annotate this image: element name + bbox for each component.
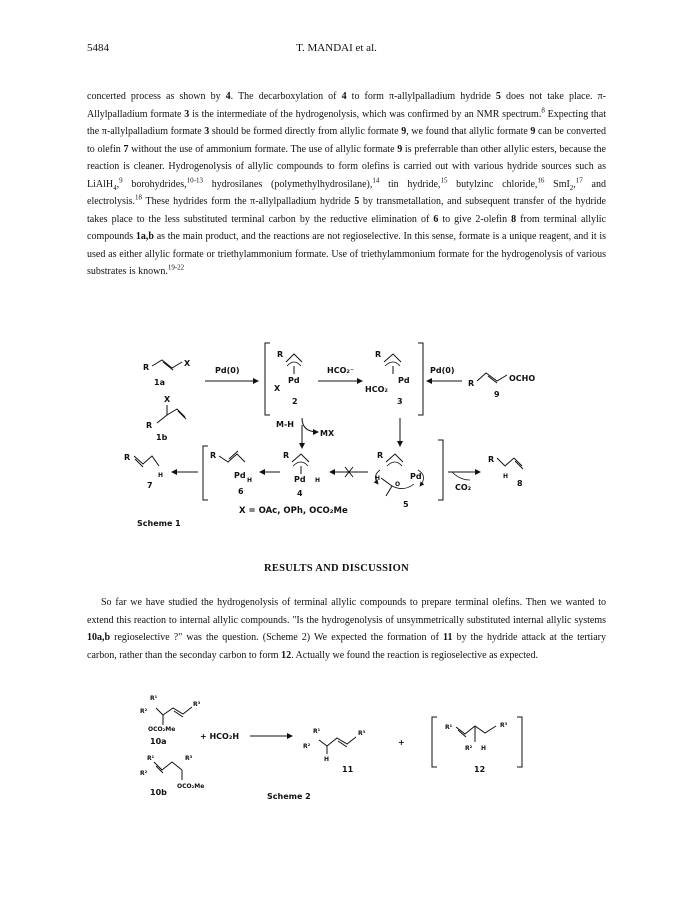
running-header-authors: T. MANDAI et al. [296, 42, 377, 54]
svg-text:OCHO: OCHO [509, 374, 536, 383]
compound-10a [140, 695, 201, 746]
product-11 [303, 728, 366, 774]
compound-1a [143, 359, 191, 387]
svg-text:Pd: Pd [288, 376, 300, 385]
svg-text:R³: R³ [500, 722, 508, 729]
results-paragraph: So far we have studied the hydrogenolysis of terminal allylic compounds to prepare terminal olefins. Then we wanted to extend this reaction to internal allylic compounds. "Is the hydrogenolysis of unsymmetrically substituted internal allylic systems 10a,b regioselective ?" was the question. (Scheme 2) We expected the formation of 11 by the hydride attack at the tertiary carbon, rather than the seconday carbon to form 12. Actually we found the reaction is regioselective as expected. [87, 597, 606, 661]
svg-text:4: 4 [297, 489, 303, 498]
svg-text:1b: 1b [156, 433, 168, 442]
svg-text:Pd: Pd [234, 471, 246, 480]
svg-text:R¹: R¹ [150, 695, 158, 702]
intermediate-2 [274, 350, 302, 406]
section-heading-results: RESULTS AND DISCUSSION [263, 563, 410, 574]
svg-text:R³: R³ [193, 701, 201, 708]
compound-9 [468, 373, 535, 399]
svg-text:H: H [315, 477, 321, 484]
intermediate-6 [210, 451, 252, 496]
compound-10b [140, 755, 204, 797]
scheme-2-caption: Scheme 2 [267, 792, 311, 801]
svg-text:10b: 10b [150, 788, 167, 797]
intermediate-5 [283, 451, 320, 498]
svg-text:+ HCO₂H: + HCO₂H [200, 732, 240, 741]
svg-text:R: R [210, 451, 217, 460]
svg-text:X: X [164, 395, 171, 404]
svg-text:R²: R² [303, 743, 311, 750]
svg-text:R: R [124, 453, 131, 462]
svg-text:H: H [158, 472, 164, 479]
svg-text:R¹: R¹ [147, 755, 155, 762]
compound-1b [146, 395, 186, 442]
svg-text:Pd: Pd [294, 475, 306, 484]
svg-text:O: O [395, 481, 401, 488]
svg-text:HCO₂⁻: HCO₂⁻ [327, 366, 355, 375]
svg-text:R¹: R¹ [313, 728, 321, 735]
svg-text:OCO₂Me: OCO₂Me [148, 726, 176, 733]
svg-text:MX: MX [320, 429, 335, 438]
svg-text:HCO₂: HCO₂ [365, 385, 388, 394]
svg-text:R²: R² [465, 745, 473, 752]
transition-state-4 [375, 451, 424, 509]
svg-text:R: R [377, 451, 384, 460]
product-12 [445, 722, 508, 774]
svg-text:R: R [143, 363, 150, 372]
svg-text:Pd(0): Pd(0) [215, 366, 240, 375]
svg-text:8: 8 [517, 479, 523, 488]
svg-text:R²: R² [140, 708, 148, 715]
svg-text:+: + [398, 738, 405, 747]
svg-text:R: R [277, 350, 284, 359]
svg-text:H: H [247, 477, 253, 484]
intermediate-3 [365, 350, 410, 406]
svg-text:H: H [481, 745, 487, 752]
svg-text:1a: 1a [154, 378, 165, 387]
intro-paragraph: concerted process as shown by 4. The decarboxylation of 4 to form π-allylpalladium hydride 5 does not take place. π-Allylpalladium formate 3 is the intermediate of the hydrogenolysis, which was confirmed by an NMR spectrum.$^8$ Expecting that the π-allylpalladium formate 3 should be formed directly from allylic formate 9, we found that allylic formate 9 can be converted to olefin 7 without the use of ammonium formate. The use of allylic formate 9 is preferrable than other allylic esters, because the reaction is cleaner. Hydrogenolysis of allylic compounds to form olefins is carried out with various hydride sources such as LiAlH$_4$,$^9$ borohydrides,$^{10-13}$ hydrosilanes (polymethylhydrosilane),$^{14}$ tin hydride,$^{15}$ butylzinc chloride,$^{16}$ SmI$_2$,$^{17}$ and electrolysis.$^{18}$ These hydrides form the π-allylpalladium hydride 5 by transmetallation, and subsequent transfer of the hydride takes place to the less substituted terminal carbon by the reductive elimination of 6 to give 2-olefin 8 from terminal allylic compounds 1a,b as the main product, and the reactions are not regioselective. In this sense, formate is a unique reagent, and it is used as either allylic formate or triethylammonium formate. Use of triethylammonium formate for the hydrogenolysis of various substrates is known.$^{19-22}$ [87, 91, 607, 277]
svg-text:7: 7 [147, 481, 153, 490]
svg-text:CO₂: CO₂ [455, 483, 472, 492]
svg-text:OCO₂Me: OCO₂Me [177, 783, 205, 790]
svg-text:11: 11 [342, 765, 354, 774]
svg-text:12: 12 [474, 765, 486, 774]
svg-text:6: 6 [238, 487, 244, 496]
svg-text:10a: 10a [150, 737, 167, 746]
svg-text:5: 5 [403, 500, 409, 509]
svg-text:X: X [184, 359, 191, 368]
svg-text:X: X [274, 384, 281, 393]
svg-text:R: R [283, 451, 290, 460]
svg-text:Pd: Pd [410, 472, 422, 481]
svg-text:Pd(0): Pd(0) [430, 366, 455, 375]
svg-text:R²: R² [140, 770, 148, 777]
svg-text:R: R [468, 379, 475, 388]
compound-7 [488, 455, 523, 488]
svg-text:R³: R³ [185, 755, 193, 762]
page-number: 5484 [87, 42, 109, 54]
svg-text:R³: R³ [358, 730, 366, 737]
compound-8 [124, 453, 163, 490]
svg-text:H: H [375, 475, 381, 482]
svg-text:9: 9 [494, 390, 500, 399]
svg-text:H: H [324, 756, 330, 763]
svg-text:Pd: Pd [398, 376, 410, 385]
svg-text:M-H: M-H [276, 420, 294, 429]
svg-text:R: R [375, 350, 382, 359]
svg-text:2: 2 [292, 397, 298, 406]
svg-text:R¹: R¹ [445, 724, 453, 731]
scheme-1-caption: Scheme 1 [137, 519, 181, 528]
svg-text:R: R [488, 455, 495, 464]
scheme-1-footnote: X = OAc, OPh, OCO₂Me [239, 506, 348, 516]
svg-text:R: R [146, 421, 153, 430]
svg-text:3: 3 [397, 397, 403, 406]
svg-text:H: H [503, 473, 509, 480]
